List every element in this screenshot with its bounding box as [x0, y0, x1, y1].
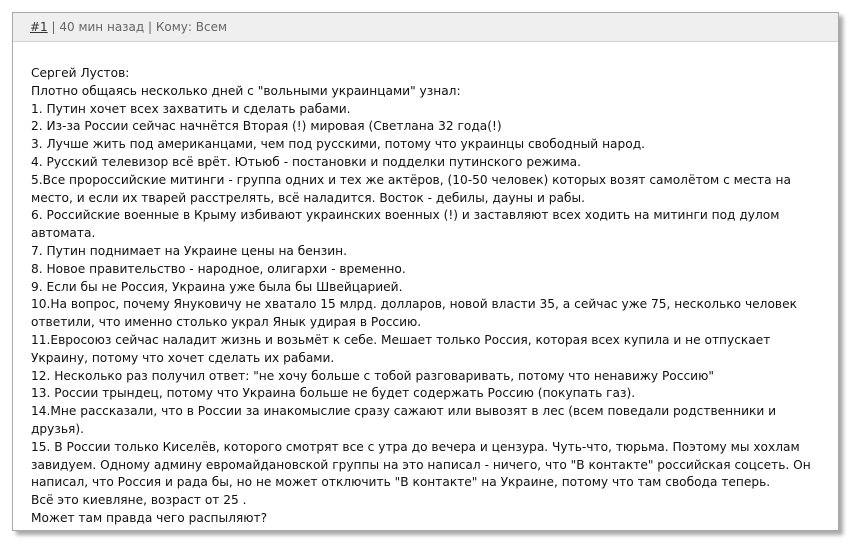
post-body — [13, 42, 838, 528]
post-line: 6. Российские военные в Крыму избивают украинских военных (!) и заставляют всех ходить на митинги под дулом автомата. — [31, 208, 780, 241]
post-card — [12, 12, 839, 531]
post-intro: Плотно общаясь несколько дней с "вольными украинцами" узнал: — [31, 83, 461, 98]
post-line: 8. Новое правительство - народное, олигархи - временно. — [31, 261, 406, 276]
post-line: 2. Из-за России сейчас начнётся Вторая (!) мировая (Светлана 32 года(!) — [31, 119, 502, 134]
post-line: 15. В России только Киселёв, которого смотрят все с утра до вечера и цензура. Чуть-что, тюрьма. Поэтому мы хохлам завидуем. Одному админу евромайдановской группы на это написал - ничего, что "В контакте" российская соцсеть. Он написал, что Россия и рада бы, но не может отключить "В контакте" на Украине, потому что там свобода теперь. — [31, 439, 811, 490]
post-line: 12. Несколько раз получил ответ: "не хочу больше с тобой разговаривать, потому что ненавижу Россию" — [31, 368, 714, 383]
post-line: 7. Путин поднимает на Украине цены на бензин. — [31, 243, 347, 258]
post-recipient: Кому: Всем — [155, 20, 228, 34]
post-line: 9. Если бы не Россия, Украина уже была бы Швейцарией. — [31, 279, 403, 294]
post-number-link[interactable]: #1 — [30, 20, 48, 34]
post-line: 13. России трындец, потому что Украина больше не будет содержать Россию (покупать газ). — [31, 386, 636, 401]
header-separator: | — [47, 20, 60, 34]
post-line: 10.На вопрос, почему Януковичу не хватало 15 млрд. долларов, новой власти 35, а сейчас уже 75, несколько человек ответили, что именно столько украл Янык удирая в Россию. — [31, 297, 797, 330]
post-line: 3. Лучше жить под американцами, чем под русскими, потому что украинцы свободный народ. — [31, 137, 646, 152]
post-line: 4. Русский телевизор всё врёт. Ютьюб - постановки и подделки путинского режима. — [31, 154, 582, 169]
header-separator: | — [144, 20, 156, 34]
post-line: 14.Мне рассказали, что в России за инакомыслие сразу сажают или вывозят в лес (всем поведали родственники и друзья). — [31, 404, 777, 436]
post-line: 5.Все пророссийские митинги - группа одних и тех же актёров, (10-50 человек) которых возят самолётом с места на место, и если их тварей расстрелять, всё наладится. Восток - дебилы, дауны и рабы. — [31, 172, 791, 205]
post-time: 40 мин назад — [59, 20, 145, 34]
post-line: 11.Евросоюз сейчас наладит жизнь и возьмёт к себе. Мешает только Россия, которая всех купила и не отпускает Украину, потому что хочет сделать их рабами. — [31, 332, 771, 365]
post-question: Может там правда чего распыляют? — [31, 510, 268, 525]
post-author: Сергей Лустов: — [31, 66, 130, 80]
post-line: 1. Путин хочет всех захватить и сделать рабами. — [31, 101, 351, 116]
post-line: Всё это киевляне, возраст от 25 . — [31, 493, 247, 508]
post-header — [13, 13, 838, 42]
